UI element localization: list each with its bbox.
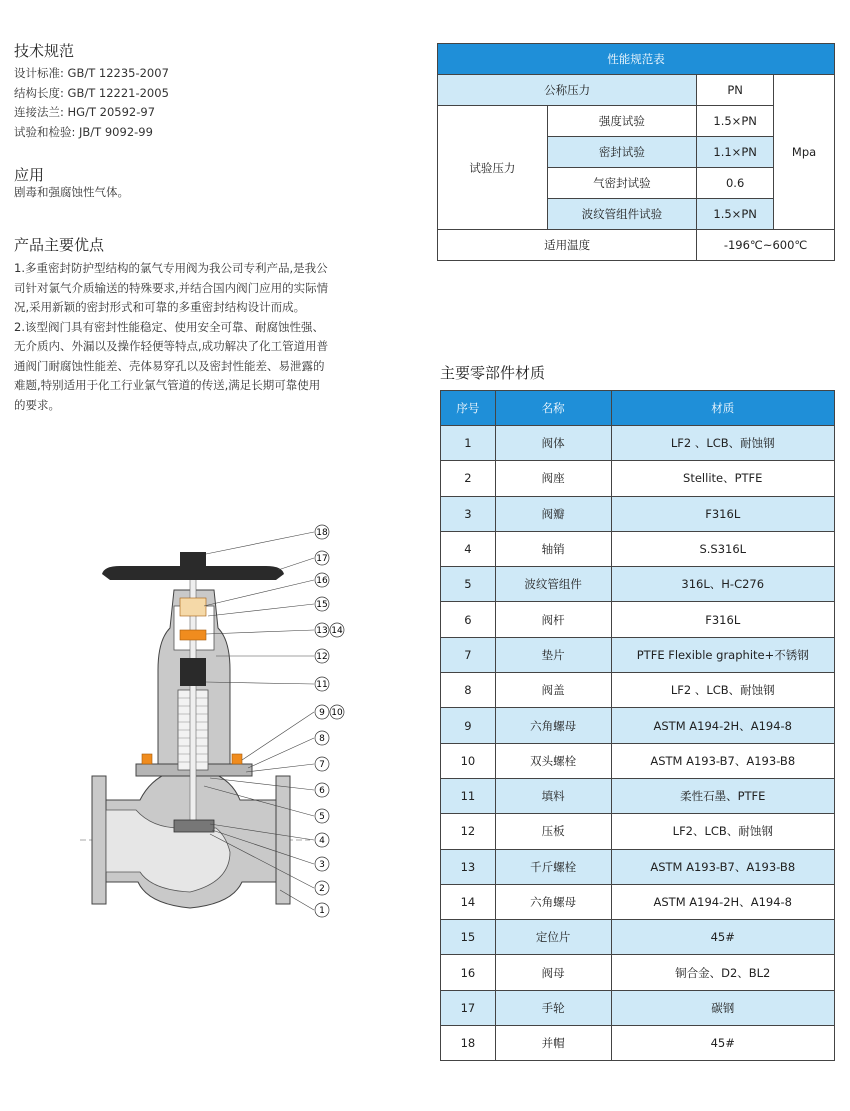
callout-10 bbox=[330, 705, 344, 719]
material-value: 316L、H-C276 bbox=[611, 567, 835, 602]
test-value: 1.5×PN bbox=[697, 106, 774, 137]
callout-1 bbox=[315, 903, 329, 917]
material-value: S.S316L bbox=[611, 531, 835, 566]
material-no: 6 bbox=[441, 602, 496, 637]
material-no: 9 bbox=[441, 708, 496, 743]
test-name: 密封试验 bbox=[547, 137, 697, 168]
callout-label: 16 bbox=[316, 576, 328, 586]
material-value: ASTM A194-2H、A194-8 bbox=[611, 708, 835, 743]
performance-table-title: 性能规范表 bbox=[438, 44, 835, 75]
callout-label: 9 bbox=[319, 708, 325, 718]
callout-12 bbox=[315, 649, 329, 663]
material-no: 12 bbox=[441, 814, 496, 849]
material-no: 4 bbox=[441, 531, 496, 566]
callout-label: 2 bbox=[319, 884, 325, 894]
valve-diagram bbox=[40, 510, 360, 930]
materials-row bbox=[441, 884, 835, 919]
materials-title: 主要零部件材质 bbox=[440, 364, 546, 382]
application-title: 应用 bbox=[14, 166, 45, 184]
callout-label: 17 bbox=[316, 554, 328, 564]
part-name: 波纹管组件 bbox=[495, 567, 611, 602]
material-value: 45# bbox=[611, 920, 835, 955]
callout-9 bbox=[315, 705, 329, 719]
part-name: 千斤螺栓 bbox=[495, 849, 611, 884]
material-no: 15 bbox=[441, 920, 496, 955]
materials-row bbox=[441, 637, 835, 672]
callout-label: 1 bbox=[319, 906, 325, 916]
material-value: 碳钢 bbox=[611, 990, 835, 1025]
part-name: 压板 bbox=[495, 814, 611, 849]
advantages-line: 司针对氯气介质输送的特殊要求,并结合国内阀门应用的实际情 bbox=[14, 280, 329, 295]
part-name: 手轮 bbox=[495, 990, 611, 1025]
callout-4 bbox=[315, 833, 329, 847]
material-value: LF2 、LCB、耐蚀钢 bbox=[611, 426, 835, 461]
material-no: 14 bbox=[441, 884, 496, 919]
materials-header-name: 名称 bbox=[495, 391, 611, 426]
material-value: ASTM A194-2H、A194-8 bbox=[611, 884, 835, 919]
material-value: Stellite、PTFE bbox=[611, 461, 835, 496]
materials-row bbox=[441, 426, 835, 461]
test-name: 气密封试验 bbox=[547, 168, 697, 199]
materials-row bbox=[441, 814, 835, 849]
performance-table bbox=[437, 43, 835, 261]
right-bolt bbox=[232, 754, 242, 764]
materials-table-body bbox=[441, 426, 835, 1061]
materials-row bbox=[441, 743, 835, 778]
material-value: 柔性石墨、PTFE bbox=[611, 778, 835, 813]
callout-16 bbox=[315, 573, 329, 587]
packing bbox=[180, 658, 206, 686]
part-name: 双头螺栓 bbox=[495, 743, 611, 778]
callout-5 bbox=[315, 809, 329, 823]
material-no: 8 bbox=[441, 673, 496, 708]
advantages-line: 的要求。 bbox=[14, 397, 60, 412]
temperature-value: -196℃~600℃ bbox=[697, 230, 835, 261]
materials-row bbox=[441, 531, 835, 566]
material-no: 7 bbox=[441, 637, 496, 672]
materials-row bbox=[441, 920, 835, 955]
material-value: LF2、LCB、耐蚀钢 bbox=[611, 814, 835, 849]
material-value: ASTM A193-B7、A193-B8 bbox=[611, 849, 835, 884]
advantages-title: 产品主要优点 bbox=[14, 236, 105, 254]
test-value: 1.5×PN bbox=[697, 199, 774, 230]
nominal-pressure-label: 公称压力 bbox=[438, 75, 697, 106]
callout-label: 10 bbox=[331, 708, 343, 718]
tech-spec-line: 试验和检验: JB/T 9092-99 bbox=[14, 124, 153, 139]
material-value: LF2 、LCB、耐蚀钢 bbox=[611, 673, 835, 708]
part-name: 垫片 bbox=[495, 637, 611, 672]
material-no: 1 bbox=[441, 426, 496, 461]
material-no: 3 bbox=[441, 496, 496, 531]
callout-label: 12 bbox=[316, 652, 328, 662]
material-value: PTFE Flexible graphite+不锈钢 bbox=[611, 637, 835, 672]
callout-label: 5 bbox=[319, 812, 325, 822]
material-value: 45# bbox=[611, 1026, 835, 1061]
tech-spec-line: 连接法兰: HG/T 20592-97 bbox=[14, 105, 156, 119]
stem-nut bbox=[180, 598, 206, 616]
material-no: 2 bbox=[441, 461, 496, 496]
part-name: 六角螺母 bbox=[495, 708, 611, 743]
callout-label: 11 bbox=[316, 680, 328, 690]
materials-header-material: 材质 bbox=[611, 391, 835, 426]
stem bbox=[190, 554, 196, 824]
test-value: 1.1×PN bbox=[697, 137, 774, 168]
materials-table bbox=[440, 390, 835, 1061]
material-value: 铜合金、D2、BL2 bbox=[611, 955, 835, 990]
materials-row bbox=[441, 990, 835, 1025]
callout-6 bbox=[315, 783, 329, 797]
callout-label: 6 bbox=[319, 786, 325, 796]
test-name: 波纹管组件试验 bbox=[547, 199, 697, 230]
material-value: F316L bbox=[611, 602, 835, 637]
materials-row bbox=[441, 602, 835, 637]
part-name: 阀盖 bbox=[495, 673, 611, 708]
tech-spec-line: 设计标准: GB/T 12235-2007 bbox=[14, 66, 169, 80]
test-value: 0.6 bbox=[697, 168, 774, 199]
callout-label: 8 bbox=[319, 734, 325, 744]
advantages-line: 2.该型阀门具有密封性能稳定、使用安全可靠、耐腐蚀性强、 bbox=[14, 319, 324, 334]
callout-15 bbox=[315, 597, 329, 611]
callout-3 bbox=[315, 857, 329, 871]
handwheel bbox=[102, 566, 284, 580]
test-name: 强度试验 bbox=[547, 106, 697, 137]
advantages-line: 1.多重密封防护型结构的氯气专用阀为我公司专利产品,是我公 bbox=[14, 261, 328, 275]
advantages-line: 难题,特别适用于化工行业氯气管道的传送,满足长期可靠使用 bbox=[14, 378, 321, 392]
material-no: 13 bbox=[441, 849, 496, 884]
disc bbox=[174, 820, 214, 832]
callout-7 bbox=[315, 757, 329, 771]
callout-label: 15 bbox=[316, 600, 328, 610]
right-flange bbox=[276, 776, 290, 904]
callout-label: 4 bbox=[319, 836, 325, 846]
callout-label: 3 bbox=[319, 860, 325, 870]
application-text: 剧毒和强腐蚀性气体。 bbox=[14, 185, 129, 199]
callout-17 bbox=[315, 551, 329, 565]
temperature-label: 适用温度 bbox=[438, 230, 697, 261]
part-name: 阀杆 bbox=[495, 602, 611, 637]
material-no: 16 bbox=[441, 955, 496, 990]
part-name: 并帽 bbox=[495, 1026, 611, 1061]
tech-spec-line: 结构长度: GB/T 12221-2005 bbox=[14, 85, 169, 100]
materials-row bbox=[441, 496, 835, 531]
part-name: 轴销 bbox=[495, 531, 611, 566]
material-no: 17 bbox=[441, 990, 496, 1025]
callout-label: 14 bbox=[331, 626, 343, 636]
material-value: ASTM A193-B7、A193-B8 bbox=[611, 743, 835, 778]
advantages-line: 无介质内、外漏以及操作轻便等特点,成功解决了化工管道用普 bbox=[14, 339, 329, 353]
tech-spec-title: 技术规范 bbox=[14, 42, 75, 60]
yoke-nut bbox=[180, 630, 206, 640]
callout-11 bbox=[315, 677, 329, 691]
material-no: 18 bbox=[441, 1026, 496, 1061]
material-no: 11 bbox=[441, 778, 496, 813]
callout-label: 18 bbox=[316, 528, 328, 538]
callout-label: 13 bbox=[316, 626, 328, 636]
materials-row bbox=[441, 778, 835, 813]
left-flange bbox=[92, 776, 106, 904]
part-name: 六角螺母 bbox=[495, 884, 611, 919]
advantages-line: 通阀门耐腐蚀性能差、壳体易穿孔以及密封性能差、易泄露的 bbox=[14, 358, 325, 373]
materials-header-no: 序号 bbox=[441, 391, 496, 426]
materials-row bbox=[441, 955, 835, 990]
material-no: 5 bbox=[441, 567, 496, 602]
part-name: 阀母 bbox=[495, 955, 611, 990]
part-name: 阀体 bbox=[495, 426, 611, 461]
materials-row bbox=[441, 708, 835, 743]
left-bolt bbox=[142, 754, 152, 764]
material-no: 10 bbox=[441, 743, 496, 778]
advantages-text bbox=[14, 259, 364, 415]
tech-spec-list bbox=[14, 64, 169, 142]
callout-label: 7 bbox=[319, 760, 325, 770]
handwheel-hub bbox=[180, 552, 206, 568]
materials-row bbox=[441, 849, 835, 884]
pressure-unit: Mpa bbox=[774, 75, 835, 230]
callout-18 bbox=[315, 525, 329, 539]
test-pressure-label: 试验压力 bbox=[438, 106, 548, 230]
material-value: F316L bbox=[611, 496, 835, 531]
part-name: 定位片 bbox=[495, 920, 611, 955]
callout-13 bbox=[315, 623, 329, 637]
materials-row bbox=[441, 1026, 835, 1061]
part-name: 阀座 bbox=[495, 461, 611, 496]
nominal-pressure-value: PN bbox=[697, 75, 774, 106]
part-name: 填料 bbox=[495, 778, 611, 813]
part-name: 阀瓣 bbox=[495, 496, 611, 531]
callout-14 bbox=[330, 623, 344, 637]
materials-row bbox=[441, 673, 835, 708]
materials-row bbox=[441, 567, 835, 602]
advantages-line: 况,采用新颖的密封形式和可靠的多重密封结构设计而成。 bbox=[14, 300, 306, 314]
callout-8 bbox=[315, 731, 329, 745]
materials-row bbox=[441, 461, 835, 496]
callout-2 bbox=[315, 881, 329, 895]
